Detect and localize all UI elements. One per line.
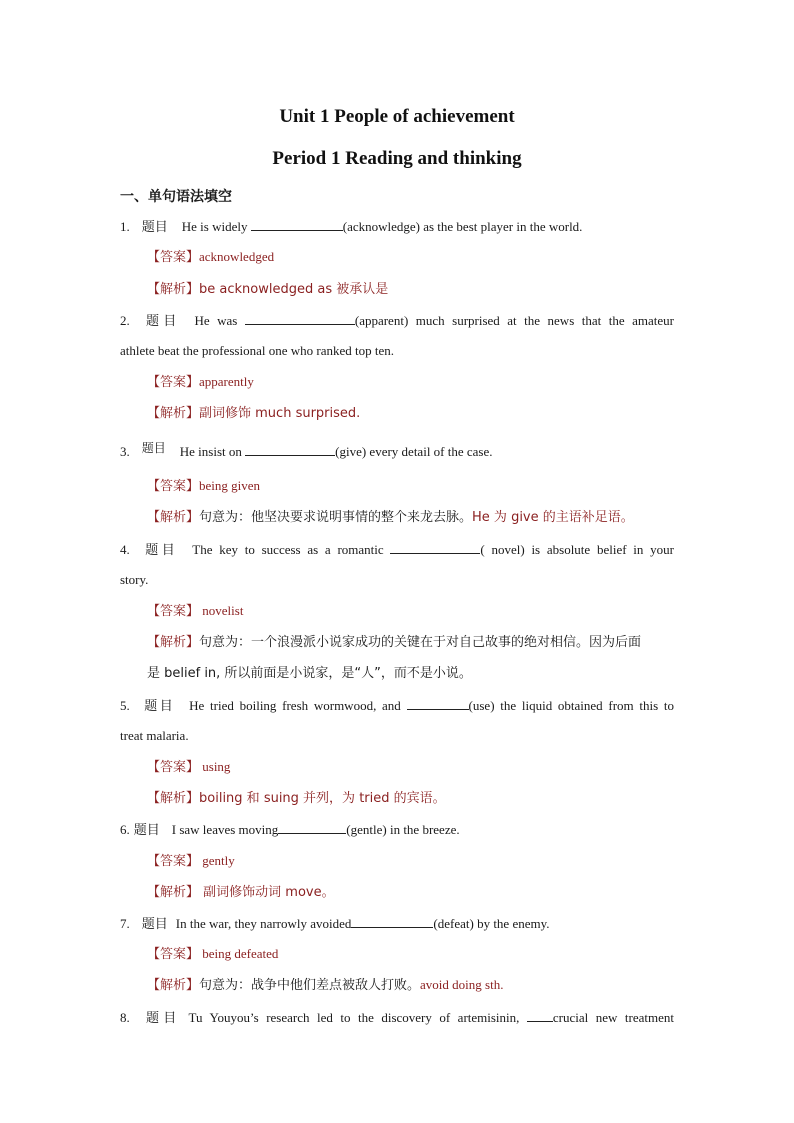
page-title: Unit 1 People of achievement [279,106,515,127]
explanation-4-continued: 是 belief in, 所以前面是小说家，是“人”，而不是小说。 [147,666,472,681]
answer-label: 【答案】 [147,760,200,775]
answer-4: 【答案】 novelist [147,603,244,619]
answer-blank[interactable] [527,1008,553,1022]
answer-label: 【答案】 [147,604,200,619]
explanation-label: 【解析】 [147,978,200,993]
question-label: 题目 [141,220,168,235]
question-label: 题目 [141,441,166,455]
answer-label: 【答案】 [147,375,200,390]
answer-blank[interactable] [245,311,355,325]
explanation-label: 【解析】 [147,791,200,806]
question-number: 2. [120,313,130,328]
question-label: 题目 [141,543,179,558]
question-2-continued: athlete beat the professional one who ranked top ten. [120,343,394,358]
question-4-continued: story. [120,572,149,587]
explanation-label: 【解析】 [147,635,200,650]
answer-blank[interactable] [407,696,469,710]
explanation-label: 【解析】 [147,406,200,421]
question-2: 2. 题目 He was (apparent) much surprised at the news that the amateur [120,313,674,329]
question-label: 题目 [141,699,176,714]
answer-2: 【答案】apparently [147,374,254,390]
explanation-label: 【解析】 [147,510,200,525]
explanation-3: 【解析】句意为：他坚决要求说明事情的整个来龙去脉。He 为 give 的主语补足语。 [147,510,634,525]
answer-3: 【答案】being given [147,478,261,494]
question-number: 1. [120,219,130,234]
explanation-6: 【解析】 副词修饰动词 move。 [147,885,335,900]
explanation-2: 【解析】副词修饰 much surprised. [147,406,361,421]
explanation-1: 【解析】be acknowledged as 被承认是 [147,282,389,297]
question-4: 4. 题目 The key to success as a romantic ( novel) is absolute belief in your [120,542,674,558]
answer-blank[interactable] [245,442,335,456]
question-5: 5. 题目 He tried boiling fresh wormwood, and (use) the liquid obtained from this to [120,698,674,714]
answer-1: 【答案】acknowledged [147,249,275,265]
question-label: 题目 [133,823,160,838]
explanation-4: 【解析】句意为：一个浪漫派小说家成功的关键在于对自己故事的绝对相信。因为后面 [147,635,642,650]
explanation-label: 【解析】 [147,282,200,297]
answer-5: 【答案】 using [147,759,231,775]
question-number: 8. [120,1010,130,1025]
answer-blank[interactable] [390,540,480,554]
question-number: 4. [120,542,130,557]
answer-7: 【答案】 being defeated [147,946,279,962]
answer-label: 【答案】 [147,854,200,869]
question-1: 1. 题目 He is widely (acknowledge) as the best player in the world. [120,219,583,235]
question-number: 3. [120,444,130,459]
question-number: 5. [120,698,130,713]
page-subtitle: Period 1 Reading and thinking [272,148,522,169]
answer-label: 【答案】 [147,250,200,265]
question-label: 题目 [141,917,168,932]
question-3: 3. 题目 He insist on (give) every detail of the case. [120,441,493,459]
answer-blank[interactable] [251,217,343,231]
question-6: 6. 题目 I saw leaves moving (gentle) in the breeze. [120,822,460,838]
answer-label: 【答案】 [147,479,200,494]
question-label: 题目 [141,314,181,329]
question-number: 6. [120,822,130,837]
question-5-continued: treat malaria. [120,728,189,743]
answer-6: 【答案】 gently [147,853,235,869]
question-7: 7. 题目 In the war, they narrowly avoided (defeat) by the enemy. [120,916,550,932]
section-heading: 一、单句语法填空 [120,189,232,205]
answer-label: 【答案】 [147,947,200,962]
answer-blank[interactable] [351,914,433,928]
question-8: 8. 题目 Tu Youyou’s research led to the discovery of artemisinin, crucial new treatment [120,1010,674,1026]
explanation-7: 【解析】句意为：战争中他们差点被敌人打败。avoid doing sth. [147,977,504,993]
answer-blank[interactable] [278,820,346,834]
question-label: 题目 [141,1011,181,1026]
question-number: 7. [120,916,130,931]
explanation-5: 【解析】boiling 和 suing 并列，为 tried 的宾语。 [147,791,446,806]
explanation-label: 【解析】 [147,885,200,900]
